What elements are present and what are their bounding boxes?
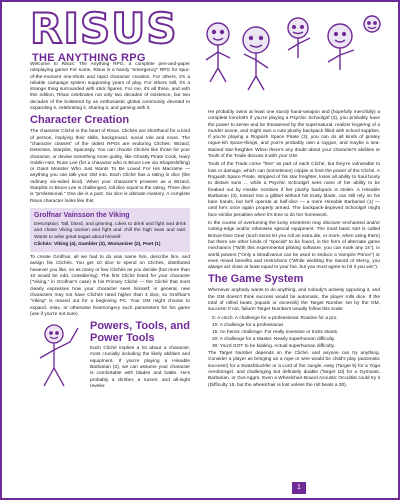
list-item: 30: You'd GOT to be kidding. Actual superhuman difficulty.	[212, 343, 336, 349]
system-paragraph-2: The Target Number depends on the Cliché, and anyone can try anything. Consider a player as bringing an a rope or wire would be child's play (automatic success!) for a Swashbuckler or a Lord of the Jungle, easy (Target 5) for a Yoga Aerobicsgirl, and challenging but definitely doable (Target 10) for a Gymnast, Barbarian, or Gut-Aggro. Even a Wheelchair-Bound Acoustic Occultist could try it (Difficulty 15, but the wheelchair is lost unless the roll beats a 30).	[208, 351, 380, 388]
target-number-list	[212, 316, 380, 351]
page-number: 1	[292, 482, 306, 494]
creation-paragraph: The character Cliché is the heart of Risus. Clichés are shorthand for a kind of person, implying their skills, background, social role and more. The "character classes" of the oldest RPGs are enduring Clichés: Wizard, Detective, Starpilot, Spacespy. You can choose Clichés like those for your character, or devise something more quirky, like Ghostly Pirate Cook, Hairy Goblin Heir, Rune Lee (for a character who is Bruce Lee via Shapeshifting) or Giant Monster Who Just Wants To Be Loved For His Macrame — anything you can talk your GM into. Each Cliché has a rating in dice (the ordinary six-sided kind). When your character's prowess as a Wizard, Starpilot or Bruce Lee is challenged, roll dice equal to the rating. Three dice is "professional." One die is a putz. Six dice is ultimate mastery. A complete Risus character looks like this:	[30, 129, 190, 204]
list-item: 10: A challenge for a professional.	[212, 322, 285, 328]
example-character-box	[30, 208, 190, 252]
list-item: 5: A cinch. A challenge for a professional. Routine for a pro.	[212, 315, 338, 321]
example-character-cliches: Clichés: Viking (4), Gambler (3), Womanizer (2), Poet (1)	[34, 241, 161, 247]
system-paragraph: Whenever anybody wants to do anything, and nobody's actively opposing it, and the GM doesn't think success would be automatic, the player rolls dice. If the total of rolled beats (equals or exceeds) the Target Number set by the GM, success! If not, failure! Target Numbers usually follow this scale:	[208, 288, 380, 313]
right-paragraph-3: In the course of overturning the lucky esoterism may discover enchanted and/or cutting-edge and/or otherwise special equipment. The most basic sort is called Bonus-Dice Gear (such items let you roll an extra die, or more, when using them) but there are other kinds of "special" to be found, in the form of alternate game mechanics ("With this experimental piloting software, you can mark any 1s"), in world powers ("Only a Stradivarius can be used to seduce a Vampire Prince") or even mixed benefits and restrictions ("While wielding the Sword of Mercy, you always act close at least equal to your foe, but you must agree to hit it you win").	[208, 221, 380, 271]
right-paragraph-2: Tools of the Trade come "free" as part of each Cliché, but they're vulnerable to loss or damage, which can (sometimes) cripple or limit the power of the Cliché. A Roguish Space Pirate, stripped of his star freighter, loses all ability to haul booty to distant suns ... while a Psychic Schoolgirl sees none of her ability to be freaked out by Hostile zombies if her plushy backpack is stolen. A Hireable Barbarian (3), tossed into a gibbet without his trusty blade, can still rely on his bare hands, but he'll operate at half-dice — a mere Hireable Barbarian (1) — until he's once again properly armed. The backpack-deprived Schoolgirl might face similar penalties when it's time to do her homework.	[208, 162, 380, 218]
list-item: 20: A challenge for a Master. Nearly superhuman difficulty.	[212, 336, 336, 342]
right-column	[208, 6, 380, 391]
barbarian-doodle	[30, 322, 86, 394]
left-column	[30, 62, 190, 392]
right-paragraph-1: He probably owns at least one sturdy hand-weapon and (hopefully mercifully) a complete loincloth! If you're playing a Psychic Schoolgirl (3), you probably have the power to sense and be threatened by the supernatural, realizer lingering of a murder scene, and might own a cute plushy backpack filled with school supplies. If you're playing a Roguish Space Pirate (3), you can do all kinds of piratey rogue-ish space-things, and you're probably own a raygun, and maybe a sea-stained star-freighter. When there's any doubt about your character's abilities or Tools of the Trade discuss it with your GM.	[208, 110, 380, 160]
powers-section	[30, 320, 190, 390]
risus-logo	[30, 4, 190, 64]
heading-game-system: The Game System	[208, 273, 304, 286]
intro-paragraph: Welcome to Risus: The Anything RPG, a complete pen-and-paper roleplaying game! For some, Risus is a handy "emergency" RPG for spur-of-the-moment one-shots and rapid character creation. For others, it's a reliable campaign system supporting years of play. For others still, it's a strange thing surrounded with stick figures. For me, it's all three, and with this edition, Risus celebrates not only two decades of existence, but two decades of the bolstered by an enthusiastic global community devoted to expanding it, celebrating it, sharing it, and gaming with it.	[30, 62, 190, 112]
powers-paragraph: Each Cliché implies a lot about a character, most crucially including the likely abilities and equipment. If you're playing a Hireable Barbarian (3), we can assume your character is comfortable with blades and battle. He's probably a climber, a runner, and all-night reveler.	[90, 346, 190, 389]
list-item: 15: An heroic challenge. For really inventive or tricks stunts.	[212, 329, 339, 335]
heading-powers-tools: Powers, Tools, and Power Tools	[90, 320, 190, 345]
creation-paragraph-2: To create Grolfnar, all we had to do was name him, describe him, and assign his Clichés. You get 10 dice to spend on Clichés, distributed however you like, on as many or few Clichés as you decide (but more than 10 would be odd, considering). The first Cliché listed for your character ("Viking," in Grolfnar's case) is his Primary Cliché — the Cliché that most clearly expresses how your character sees himself; in general, new characters may not have Clichés rated higher than 4 dice, so Grolfnar's "Viking" is maxed out for a beginning PC. Your GM might choose to expand, relax, or otherwise fearmongery such parameters for his game (use if you're not sure).	[30, 255, 190, 317]
heading-character-creation: Character Creation	[30, 114, 130, 127]
example-character-title: Grolfnar Vainsson the Viking	[34, 211, 130, 219]
example-character-description: Description: Tall, blond, and grinning. Likes to drink and fight and drink and chase Viking women and fight and chill the high seas and raid. Wants to write great sagas about himself.	[34, 221, 186, 240]
logo-subtitle: THE ANYTHING RPG	[32, 52, 146, 64]
logo-title: RISUS	[30, 4, 178, 53]
